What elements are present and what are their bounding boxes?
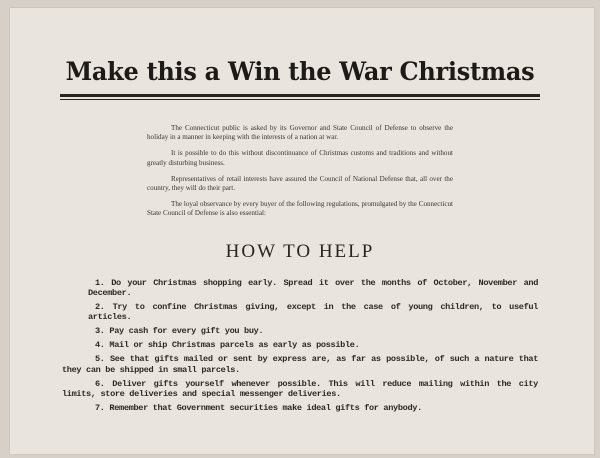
intro-text xyxy=(147,124,453,225)
intro-paragraph: Representatives of retail interests have assured the Council of National Defense that, all over the country, they will do their part. xyxy=(147,174,453,193)
rule-item: 3. Pay cash for every gift you buy. xyxy=(95,326,264,337)
intro-paragraph: The Connecticut public is asked by its Governor and State Council of Defense to observe the holiday in a manner in keeping with the interests of a nation at war. xyxy=(147,124,453,142)
rule-item: 5. See that gifts mailed or sent by express are, as far as possible, of such a nature that they can be shipped in small parcels. xyxy=(62,354,538,375)
rule-item: 2. Try to confine Christmas giving, except in the case of young children, to useful articles. xyxy=(88,302,538,323)
title-rule-thick xyxy=(60,94,540,97)
how-to-help-heading: HOW TO HELP xyxy=(225,241,375,262)
rule-item: 1. Do your Christmas shopping early. Spread it over the months of October, November and December. xyxy=(88,278,538,299)
rule-item: 6. Deliver gifts yourself whenever possible. This will reduce mailing within the city limits, store deliveries and special messenger deliveries. xyxy=(62,378,538,399)
rules-list xyxy=(62,278,538,417)
title-rule-thin xyxy=(60,99,540,100)
intro-paragraph: The loyal observance by every buyer of the following regulations, promulgated by the Connecticut State Council of Defense is also essential: xyxy=(147,199,453,218)
intro-paragraph: It is possible to do this without discontinuance of Christmas customs and traditions and without greatly disturbing business. xyxy=(147,149,453,167)
rule-item: 4. Mail or ship Christmas parcels as early as possible. xyxy=(95,340,360,351)
rule-item: 7. Remember that Government securities make ideal gifts for anybody. xyxy=(95,402,422,413)
document-title: Make this a Win the War Christmas xyxy=(65,57,535,86)
